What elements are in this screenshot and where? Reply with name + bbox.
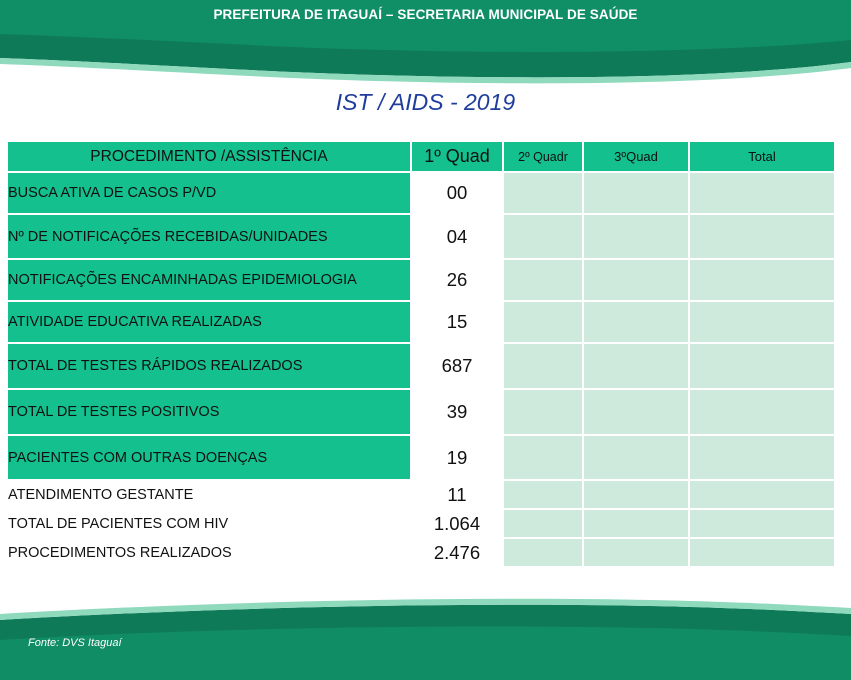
header-q3: 3ºQuad <box>583 141 689 172</box>
row-q3 <box>583 343 689 389</box>
row-q1: 15 <box>411 301 503 343</box>
table-row <box>7 480 835 509</box>
row-total <box>689 259 835 301</box>
row-total <box>689 435 835 480</box>
row-q2 <box>503 538 583 567</box>
row-q2 <box>503 480 583 509</box>
row-q3 <box>583 480 689 509</box>
row-label: ATIVIDADE EDUCATIVA REALIZADAS <box>7 301 411 343</box>
table-row <box>7 509 835 538</box>
table-row <box>7 301 835 343</box>
row-label: TOTAL DE TESTES POSITIVOS <box>7 389 411 435</box>
row-label: ATENDIMENTO GESTANTE <box>7 480 411 509</box>
row-q1: 00 <box>411 172 503 214</box>
row-q1: 11 <box>411 480 503 509</box>
row-label: PACIENTES COM OUTRAS DOENÇAS <box>7 435 411 480</box>
row-total <box>689 538 835 567</box>
row-total <box>689 343 835 389</box>
row-q1: 04 <box>411 214 503 259</box>
row-q3 <box>583 435 689 480</box>
row-total <box>689 214 835 259</box>
header-procedimento: PROCEDIMENTO /ASSISTÊNCIA <box>7 141 411 172</box>
row-total <box>689 301 835 343</box>
page-title: IST / AIDS - 2019 <box>335 89 516 115</box>
row-q1: 687 <box>411 343 503 389</box>
row-q1: 39 <box>411 389 503 435</box>
row-label: NOTIFICAÇÕES ENCAMINHADAS EPIDEMIOLOGIA <box>7 259 411 301</box>
row-q3 <box>583 538 689 567</box>
row-q2 <box>503 509 583 538</box>
row-label: BUSCA ATIVA DE CASOS P/VD <box>7 172 411 214</box>
row-q1: 2.476 <box>411 538 503 567</box>
table-row <box>7 343 835 389</box>
row-q2 <box>503 389 583 435</box>
row-q2 <box>503 259 583 301</box>
row-total <box>689 389 835 435</box>
row-q3 <box>583 301 689 343</box>
table-row <box>7 259 835 301</box>
row-q2 <box>503 172 583 214</box>
row-q2 <box>503 343 583 389</box>
data-table <box>6 140 836 568</box>
row-q3 <box>583 509 689 538</box>
table-row <box>7 435 835 480</box>
footer-band <box>0 590 851 680</box>
row-q2 <box>503 214 583 259</box>
row-total <box>689 480 835 509</box>
source-note: Fonte: DVS Itaguaí <box>28 637 122 649</box>
row-q2 <box>503 435 583 480</box>
row-total <box>689 172 835 214</box>
table-row <box>7 214 835 259</box>
table-row <box>7 389 835 435</box>
header-q1: 1º Quad <box>411 141 503 172</box>
row-q1: 1.064 <box>411 509 503 538</box>
header-q2: 2º Quadr <box>503 141 583 172</box>
header-total: Total <box>689 141 835 172</box>
header-title: PREFEITURA DE ITAGUAÍ – SECRETARIA MUNICIPAL DE SAÚDE <box>213 7 638 22</box>
row-label: TOTAL DE PACIENTES COM HIV <box>7 509 411 538</box>
row-label: PROCEDIMENTOS REALIZADOS <box>7 538 411 567</box>
row-label: TOTAL DE TESTES RÁPIDOS REALIZADOS <box>7 343 411 389</box>
table-row <box>7 172 835 214</box>
row-q3 <box>583 214 689 259</box>
table-header-row <box>7 141 835 172</box>
row-q2 <box>503 301 583 343</box>
row-label: Nº DE NOTIFICAÇÕES RECEBIDAS/UNIDADES <box>7 214 411 259</box>
row-total <box>689 509 835 538</box>
row-q3 <box>583 172 689 214</box>
row-q1: 19 <box>411 435 503 480</box>
row-q3 <box>583 389 689 435</box>
row-q3 <box>583 259 689 301</box>
row-q1: 26 <box>411 259 503 301</box>
table-row <box>7 538 835 567</box>
